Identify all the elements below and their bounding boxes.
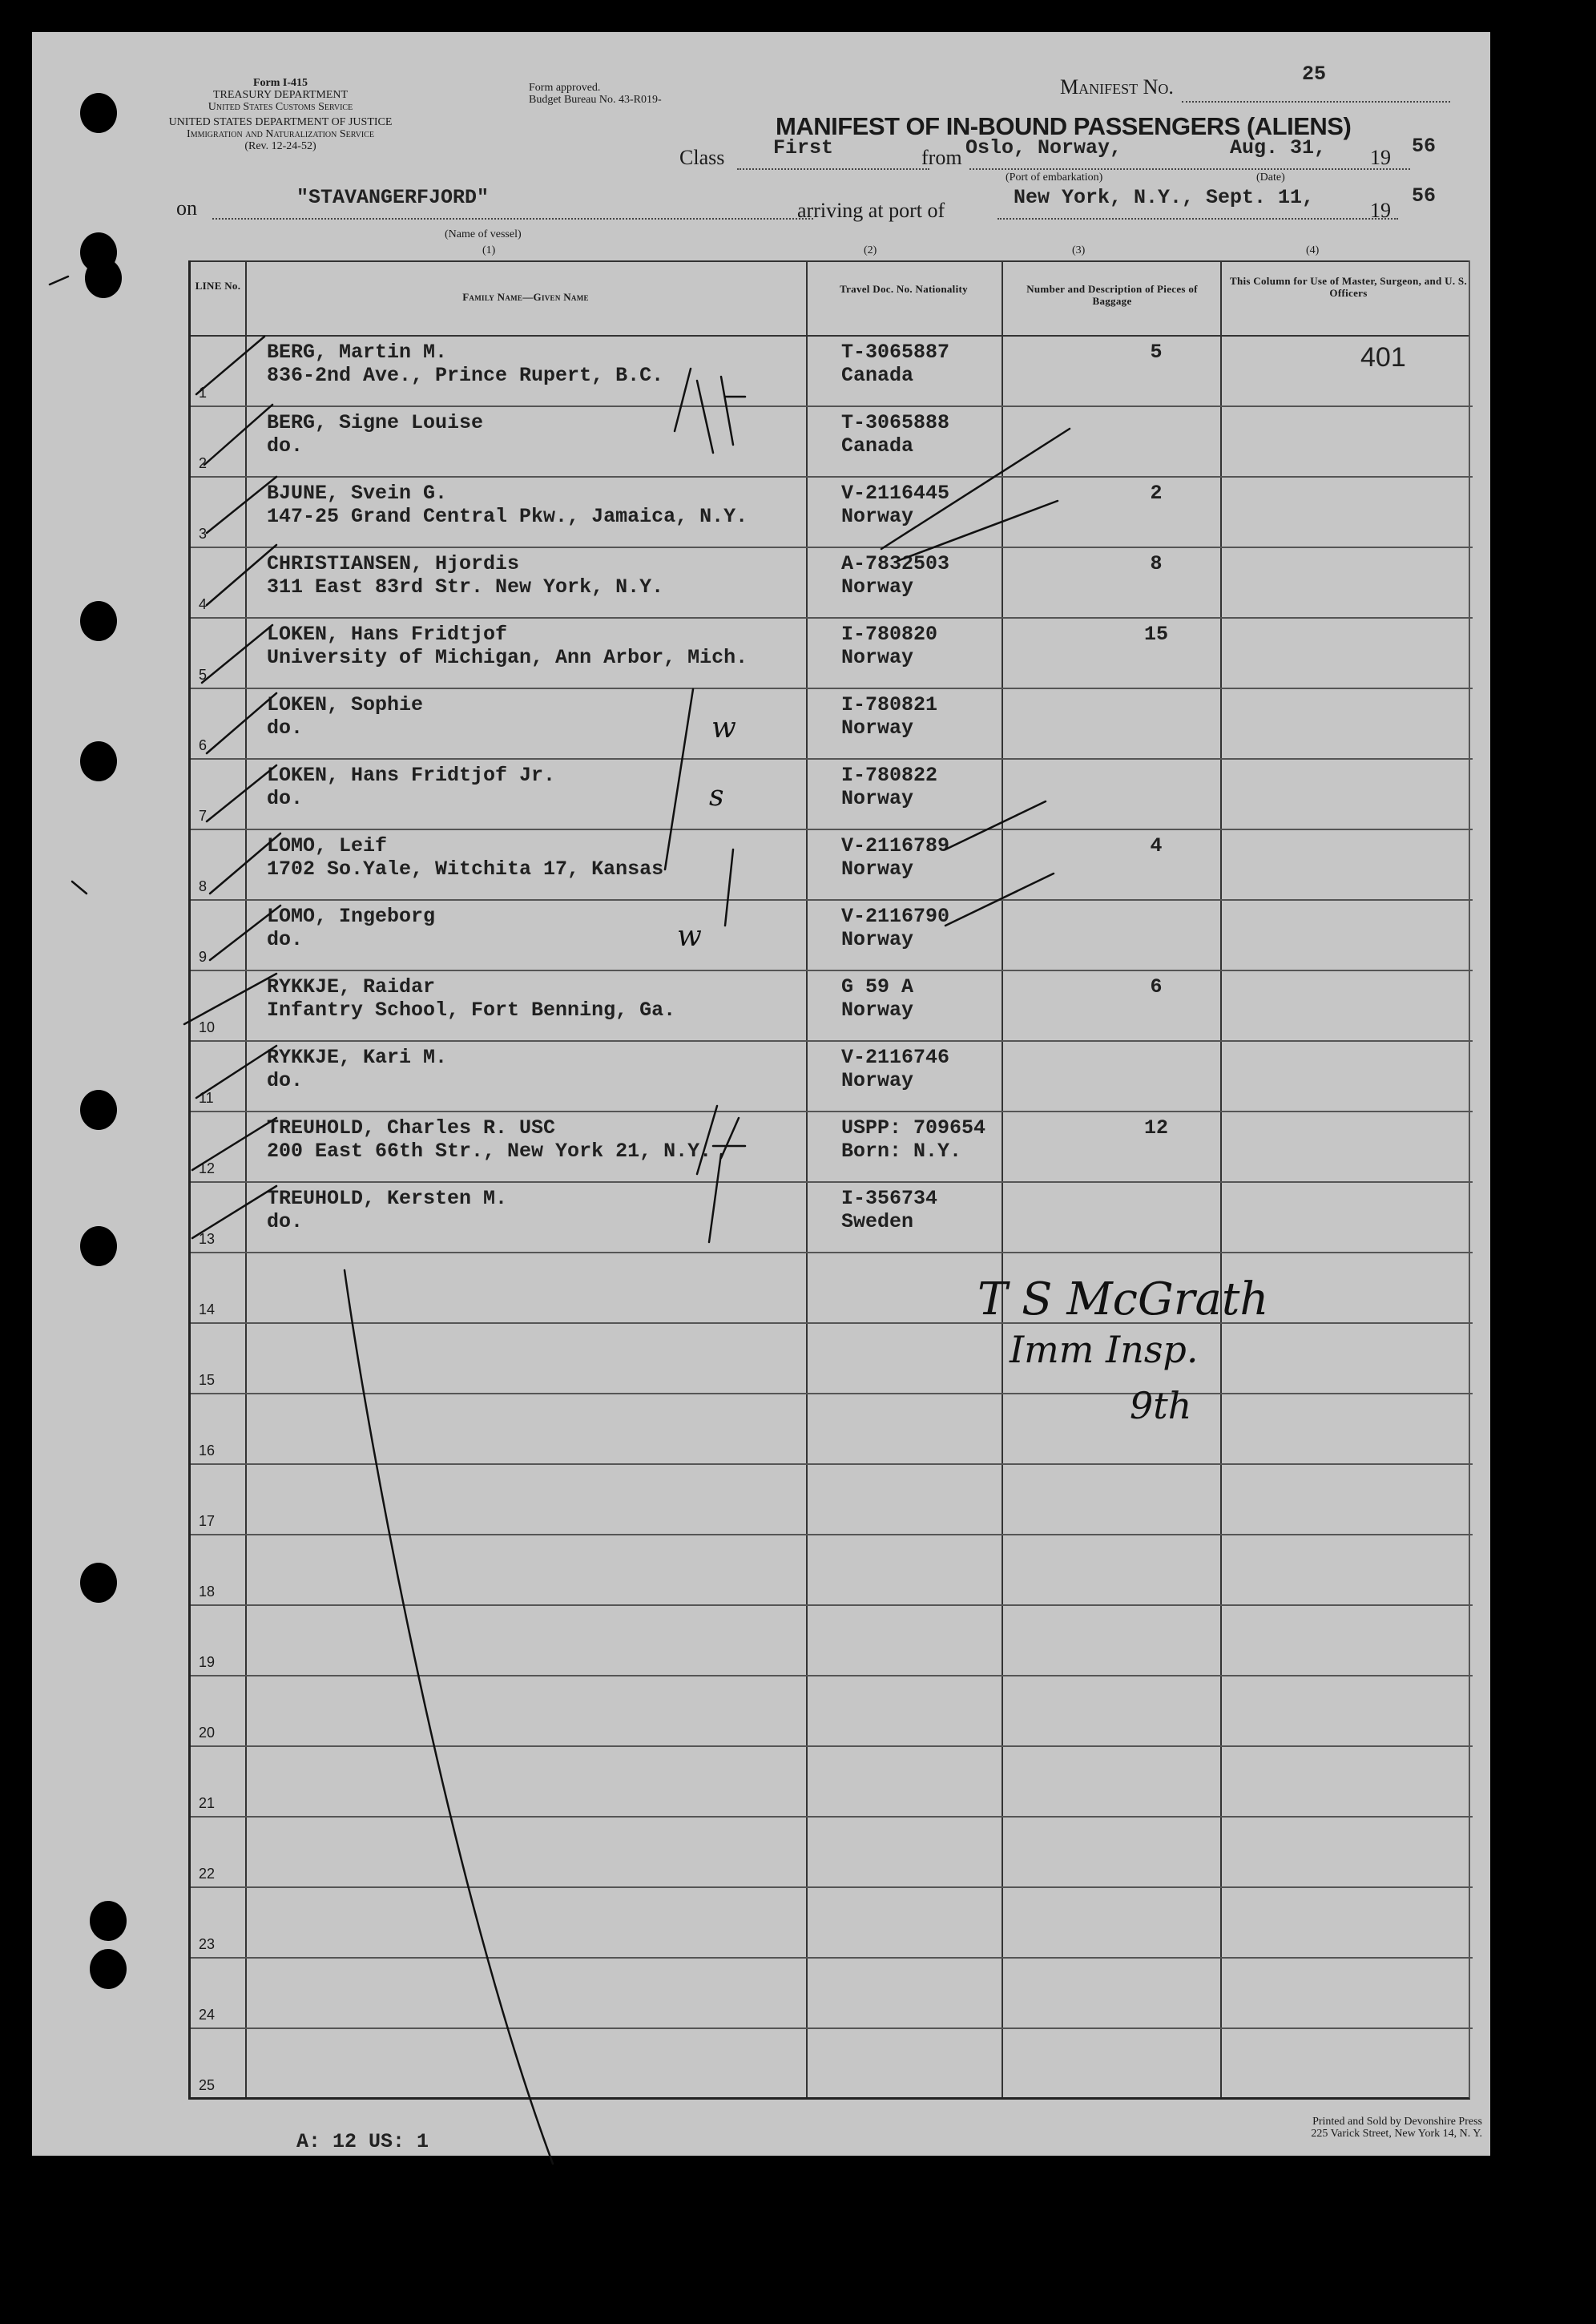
col-header-travel-doc: Travel Doc. No. Nationality <box>840 283 968 295</box>
line-number: 13 <box>199 1231 216 1247</box>
line-number: 18 <box>199 1584 216 1600</box>
nationality: Born: N.Y. <box>841 1140 962 1163</box>
table-row <box>191 1535 1473 1606</box>
travel-doc-cell <box>841 693 937 740</box>
passenger-name: BJUNE, Svein G. <box>267 482 448 505</box>
table-row <box>191 2029 1473 2100</box>
passenger-name-cell <box>267 623 748 669</box>
travel-doc-cell <box>841 552 949 599</box>
passenger-name-cell <box>267 341 663 387</box>
passenger-address: do. <box>267 1069 304 1092</box>
passenger-name-cell <box>267 834 663 881</box>
line-number: 20 <box>199 1725 216 1741</box>
line-number: 4 <box>199 596 208 612</box>
travel-doc-number: T-3065887 <box>841 341 950 364</box>
arrival-port: New York, N.Y., Sept. 11, <box>1014 186 1315 209</box>
budget-bureau-text: Budget Bureau No. 43-R019- <box>529 94 662 106</box>
table-row <box>191 689 1473 760</box>
dept-justice: UNITED STATES DEPARTMENT OF JUSTICE <box>168 116 393 128</box>
form-number: Form I-415 <box>252 77 308 89</box>
form-identity <box>168 77 393 152</box>
table-row <box>191 1112 1473 1183</box>
punch-hole <box>80 93 117 133</box>
passenger-name: LOMO, Leif <box>267 834 388 857</box>
punch-hole <box>80 1226 117 1266</box>
nationality: Sweden <box>841 1210 914 1233</box>
passenger-table <box>188 260 1470 2100</box>
line-number: 23 <box>199 1936 216 1952</box>
line-number: 15 <box>199 1372 216 1388</box>
arrival-year-prefix: 19 <box>1370 199 1391 222</box>
inspector-note: 9th <box>1130 1384 1192 1427</box>
initial-mark: w <box>677 920 702 953</box>
table-row <box>191 337 1473 407</box>
passenger-name: RYKKJE, Raidar <box>267 975 436 999</box>
line-number: 7 <box>199 808 208 824</box>
line-number: 22 <box>199 1866 216 1882</box>
printer-line-1: Printed and Sold by Devonshire Press <box>1312 2116 1482 2128</box>
page-title: MANIFEST OF IN-BOUND PASSENGERS (ALIENS) <box>776 112 1352 140</box>
punch-hole <box>80 741 117 781</box>
table-row <box>191 1676 1473 1747</box>
passenger-name-cell <box>267 482 748 528</box>
line-number: 17 <box>199 1513 216 1529</box>
travel-doc-number: V-2116445 <box>841 482 950 505</box>
nationality: Norway <box>841 928 914 951</box>
form-revision: (Rev. 12-24-52) <box>244 140 316 152</box>
nationality: Norway <box>841 787 914 810</box>
printer-imprint <box>1170 2116 1482 2140</box>
passenger-address: do. <box>267 716 304 740</box>
travel-doc-number: T-3065888 <box>841 411 950 434</box>
passenger-name: LOMO, Ingeborg <box>267 905 436 928</box>
travel-doc-cell <box>841 482 949 528</box>
table-row <box>191 971 1473 1042</box>
travel-doc-cell <box>841 1116 985 1163</box>
baggage-count: 12 <box>1143 1116 1168 1140</box>
line-number: 9 <box>199 949 208 965</box>
from-line <box>969 168 1410 170</box>
travel-doc-number: V-2116790 <box>841 905 950 928</box>
table-row <box>191 1253 1473 1324</box>
manifest-no-line <box>1182 101 1450 103</box>
passenger-address: 200 East 66th Str., New York 21, N.Y. <box>267 1140 712 1163</box>
passenger-address: do. <box>267 1210 304 1233</box>
passenger-name: TREUHOLD, Kersten M. <box>267 1187 508 1210</box>
col-number-3: (3) <box>1072 244 1086 256</box>
manifest-sheet <box>32 32 1490 2156</box>
passenger-name: LOKEN, Sophie <box>267 693 424 716</box>
line-number: 12 <box>199 1160 216 1176</box>
passenger-address: do. <box>267 928 304 951</box>
initial-mark: s <box>709 780 724 813</box>
travel-doc-number: G 59 A <box>841 975 914 999</box>
col-header-baggage: Number and Description of Pieces of Baggage <box>1026 283 1198 307</box>
punch-hole <box>80 1090 117 1130</box>
dept-customs: United States Customs Service <box>208 101 353 113</box>
travel-doc-number: I-780822 <box>841 764 938 787</box>
nationality: Norway <box>841 575 914 599</box>
travel-doc-number: I-780820 <box>841 623 938 646</box>
dept-ins: Immigration and Naturalization Service <box>187 128 374 140</box>
vessel-line <box>212 218 813 220</box>
form-approval <box>529 82 662 106</box>
line-number: 19 <box>199 1654 216 1670</box>
passenger-name-cell <box>267 693 423 740</box>
nationality: Norway <box>841 999 914 1022</box>
table-row <box>191 1183 1473 1253</box>
class-label: Class <box>679 146 725 169</box>
travel-doc-cell <box>841 1046 949 1092</box>
arriving-label: arriving at port of <box>797 199 945 222</box>
on-label: on <box>176 196 197 220</box>
printer-line-2: 225 Varick Street, New York 14, N. Y. <box>1311 2128 1482 2140</box>
passenger-name-cell <box>267 552 663 599</box>
line-number: 14 <box>199 1301 216 1317</box>
nationality: Norway <box>841 1069 914 1092</box>
line-number: 6 <box>199 737 208 753</box>
nationality: Norway <box>841 646 914 669</box>
inspector-signature: T S McGrath <box>977 1273 1269 1325</box>
date-caption: (Date) <box>1256 171 1285 184</box>
vessel-caption: (Name of vessel) <box>445 228 522 240</box>
passenger-name: BERG, Signe Louise <box>267 411 484 434</box>
table-row <box>191 1606 1473 1676</box>
passenger-name: LOKEN, Hans Fridtjof Jr. <box>267 764 556 787</box>
col-header-name: Family Name—Given Name <box>462 291 589 303</box>
nationality: Norway <box>841 505 914 528</box>
col-header-line-no: LINE No. <box>195 280 241 292</box>
initial-mark: w <box>711 712 736 744</box>
punch-hole <box>90 1949 127 1989</box>
table-row <box>191 478 1473 548</box>
officer-note: 401 <box>1360 342 1406 373</box>
passenger-name: LOKEN, Hans Fridtjof <box>267 623 508 646</box>
baggage-count: 15 <box>1143 623 1168 646</box>
passenger-address: 836-2nd Ave., Prince Rupert, B.C. <box>267 364 664 387</box>
baggage-count: 6 <box>1150 975 1163 999</box>
travel-doc-cell <box>841 623 937 669</box>
line-number: 16 <box>199 1442 216 1459</box>
class-value: First <box>773 136 834 159</box>
col-number-2: (2) <box>864 244 877 256</box>
travel-doc-cell <box>841 764 937 810</box>
passenger-name-cell <box>267 1046 447 1092</box>
travel-doc-number: I-780821 <box>841 693 938 716</box>
table-row <box>191 619 1473 689</box>
baggage-count: 8 <box>1150 552 1163 575</box>
table-row <box>191 1324 1473 1394</box>
passenger-name: TREUHOLD, Charles R. USC <box>267 1116 556 1140</box>
travel-doc-cell <box>841 834 949 881</box>
footer-totals: A: 12 US: 1 <box>296 2130 429 2153</box>
passenger-address: do. <box>267 434 304 458</box>
travel-doc-cell <box>841 341 949 387</box>
travel-doc-cell <box>841 975 913 1022</box>
line-number: 11 <box>199 1090 214 1106</box>
table-row <box>191 407 1473 478</box>
line-number: 21 <box>199 1795 216 1811</box>
dept-treasury: TREASURY DEPARTMENT <box>212 89 349 101</box>
passenger-name-cell <box>267 411 483 458</box>
arrival-line <box>998 218 1398 220</box>
baggage-count: 4 <box>1150 834 1163 857</box>
year-value: 56 <box>1412 135 1437 158</box>
year-prefix: 19 <box>1370 146 1391 169</box>
table-row <box>191 760 1473 830</box>
form-approved-text: Form approved. <box>529 82 601 94</box>
nationality: Canada <box>841 434 914 458</box>
passenger-address: Infantry School, Fort Benning, Ga. <box>267 999 676 1022</box>
table-row <box>191 830 1473 901</box>
passenger-name: BERG, Martin M. <box>267 341 448 364</box>
travel-doc-number: V-2116789 <box>841 834 950 857</box>
nationality: Norway <box>841 857 914 881</box>
manifest-no-value: 25 <box>1302 63 1327 86</box>
travel-doc-cell <box>841 905 949 951</box>
inspector-title: Imm Insp. <box>1010 1328 1199 1371</box>
from-value: Oslo, Norway, <box>965 136 1122 159</box>
table-row <box>191 1042 1473 1112</box>
col-number-1: (1) <box>482 244 496 256</box>
passenger-name-cell <box>267 975 675 1022</box>
passenger-address: 147-25 Grand Central Pkw., Jamaica, N.Y. <box>267 505 748 528</box>
punch-hole <box>80 1563 117 1603</box>
line-number: 2 <box>199 455 208 471</box>
passenger-address: 1702 So.Yale, Witchita 17, Kansas <box>267 857 664 881</box>
date-value: Aug. 31, <box>1230 136 1327 159</box>
passenger-address: do. <box>267 787 304 810</box>
table-row <box>191 1394 1473 1465</box>
nationality: Canada <box>841 364 914 387</box>
passenger-name-cell <box>267 905 435 951</box>
manifest-no-label: Manifest No. <box>1060 75 1174 99</box>
passenger-name-cell <box>267 1187 507 1233</box>
baggage-count: 2 <box>1150 482 1163 505</box>
table-row <box>191 901 1473 971</box>
line-number: 5 <box>199 667 208 683</box>
nationality: Norway <box>841 716 914 740</box>
punch-hole <box>80 601 117 641</box>
table-row <box>191 1465 1473 1535</box>
passenger-name: CHRISTIANSEN, Hjordis <box>267 552 520 575</box>
table-row <box>191 1959 1473 2029</box>
port-embark-caption: (Port of embarkation) <box>1006 171 1103 184</box>
passenger-address: University of Michigan, Ann Arbor, Mich. <box>267 646 748 669</box>
arrival-year: 56 <box>1412 184 1437 208</box>
line-number: 24 <box>199 2007 216 2023</box>
vessel-value: "STAVANGERFJORD" <box>296 186 490 209</box>
table-row <box>191 1747 1473 1818</box>
line-number: 10 <box>199 1019 216 1035</box>
travel-doc-cell <box>841 1187 937 1233</box>
passenger-name: RYKKJE, Kari M. <box>267 1046 448 1069</box>
travel-doc-cell <box>841 411 949 458</box>
from-label: from <box>921 146 962 169</box>
col-header-officers: This Column for Use of Master, Surgeon, and U. S. Officers <box>1229 275 1468 299</box>
passenger-address: 311 East 83rd Str. New York, N.Y. <box>267 575 664 599</box>
travel-doc-number: USPP: 709654 <box>841 1116 986 1140</box>
table-top-border <box>191 260 1469 262</box>
travel-doc-number: A-7832503 <box>841 552 950 575</box>
line-number: 1 <box>199 385 208 401</box>
baggage-count: 5 <box>1150 341 1163 364</box>
travel-doc-number: V-2116746 <box>841 1046 950 1069</box>
table-row <box>191 1818 1473 1888</box>
line-number: 25 <box>199 2077 216 2093</box>
line-number: 8 <box>199 878 208 894</box>
table-row <box>191 548 1473 619</box>
col-number-4: (4) <box>1306 244 1320 256</box>
line-number: 3 <box>199 526 208 542</box>
travel-doc-number: I-356734 <box>841 1187 938 1210</box>
passenger-name-cell <box>267 1116 711 1163</box>
passenger-name-cell <box>267 764 555 810</box>
punch-hole <box>85 258 122 298</box>
punch-hole <box>90 1901 127 1941</box>
table-row <box>191 1888 1473 1959</box>
class-line <box>737 168 929 170</box>
